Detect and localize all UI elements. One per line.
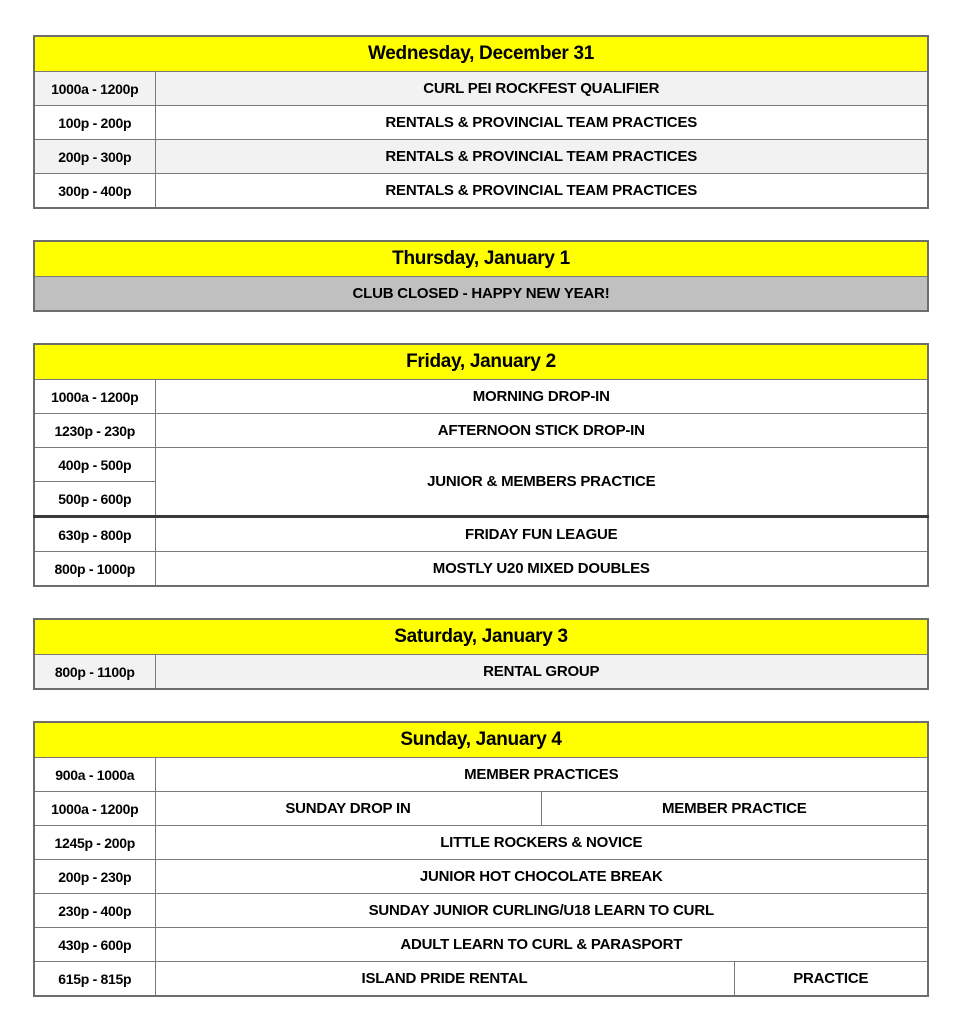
table-row [34,448,928,482]
event-cell: MORNING DROP-IN [155,380,928,414]
event-cell: AFTERNOON STICK DROP-IN [155,414,928,448]
closed-banner: CLUB CLOSED - HAPPY NEW YEAR! [34,277,928,312]
table-row [34,758,928,792]
table-row [34,962,928,997]
time-cell: 1230p - 230p [34,414,155,448]
event-cell: FRIDAY FUN LEAGUE [155,517,928,552]
day-header-row [34,619,928,655]
event-cell-right: MEMBER PRACTICE [541,792,928,826]
day-header-row [34,722,928,758]
time-cell: 1000a - 1200p [34,380,155,414]
time-cell: 200p - 230p [34,860,155,894]
time-cell: 100p - 200p [34,106,155,140]
time-cell: 230p - 400p [34,894,155,928]
event-cell-main: ISLAND PRIDE RENTAL [155,962,734,997]
event-cell-merged: JUNIOR & MEMBERS PRACTICE [155,448,928,517]
event-cell: RENTALS & PROVINCIAL TEAM PRACTICES [155,174,928,209]
time-cell: 615p - 815p [34,962,155,997]
event-cell: RENTALS & PROVINCIAL TEAM PRACTICES [155,140,928,174]
day-header: Thursday, January 1 [34,241,928,277]
table-row [34,140,928,174]
schedule-table-wednesday [33,35,929,209]
schedule-table-sunday [33,721,929,997]
event-cell: RENTAL GROUP [155,655,928,690]
schedule-table-friday [33,343,929,587]
time-cell: 1000a - 1200p [34,72,155,106]
day-header: Wednesday, December 31 [34,36,928,72]
time-cell: 1000a - 1200p [34,792,155,826]
event-cell: LITTLE ROCKERS & NOVICE [155,826,928,860]
time-cell: 630p - 800p [34,517,155,552]
table-row [34,792,928,826]
time-cell: 500p - 600p [34,482,155,517]
table-row [34,277,928,312]
time-cell: 200p - 300p [34,140,155,174]
table-row [34,928,928,962]
schedule-table-thursday [33,240,929,312]
table-row [34,826,928,860]
time-cell: 900a - 1000a [34,758,155,792]
event-cell: ADULT LEARN TO CURL & PARASPORT [155,928,928,962]
time-cell: 430p - 600p [34,928,155,962]
time-cell: 800p - 1100p [34,655,155,690]
day-header: Sunday, January 4 [34,722,928,758]
time-cell: 300p - 400p [34,174,155,209]
event-cell: CURL PEI ROCKFEST QUALIFIER [155,72,928,106]
table-row [34,380,928,414]
table-row [34,174,928,209]
time-cell: 400p - 500p [34,448,155,482]
event-cell-left: SUNDAY DROP IN [155,792,541,826]
day-header-row [34,241,928,277]
event-cell: SUNDAY JUNIOR CURLING/U18 LEARN TO CURL [155,894,928,928]
table-row [34,414,928,448]
table-row [34,655,928,690]
day-header-row [34,36,928,72]
schedule-table-saturday [33,618,929,690]
day-header-row [34,344,928,380]
table-row [34,552,928,587]
time-cell: 1245p - 200p [34,826,155,860]
event-cell: JUNIOR HOT CHOCOLATE BREAK [155,860,928,894]
time-cell: 800p - 1000p [34,552,155,587]
event-cell: MOSTLY U20 MIXED DOUBLES [155,552,928,587]
table-row [34,72,928,106]
event-cell: RENTALS & PROVINCIAL TEAM PRACTICES [155,106,928,140]
table-row [34,894,928,928]
table-row [34,860,928,894]
table-row [34,517,928,552]
day-header: Saturday, January 3 [34,619,928,655]
event-cell-side: PRACTICE [734,962,928,997]
event-cell: MEMBER PRACTICES [155,758,928,792]
table-row [34,106,928,140]
day-header: Friday, January 2 [34,344,928,380]
